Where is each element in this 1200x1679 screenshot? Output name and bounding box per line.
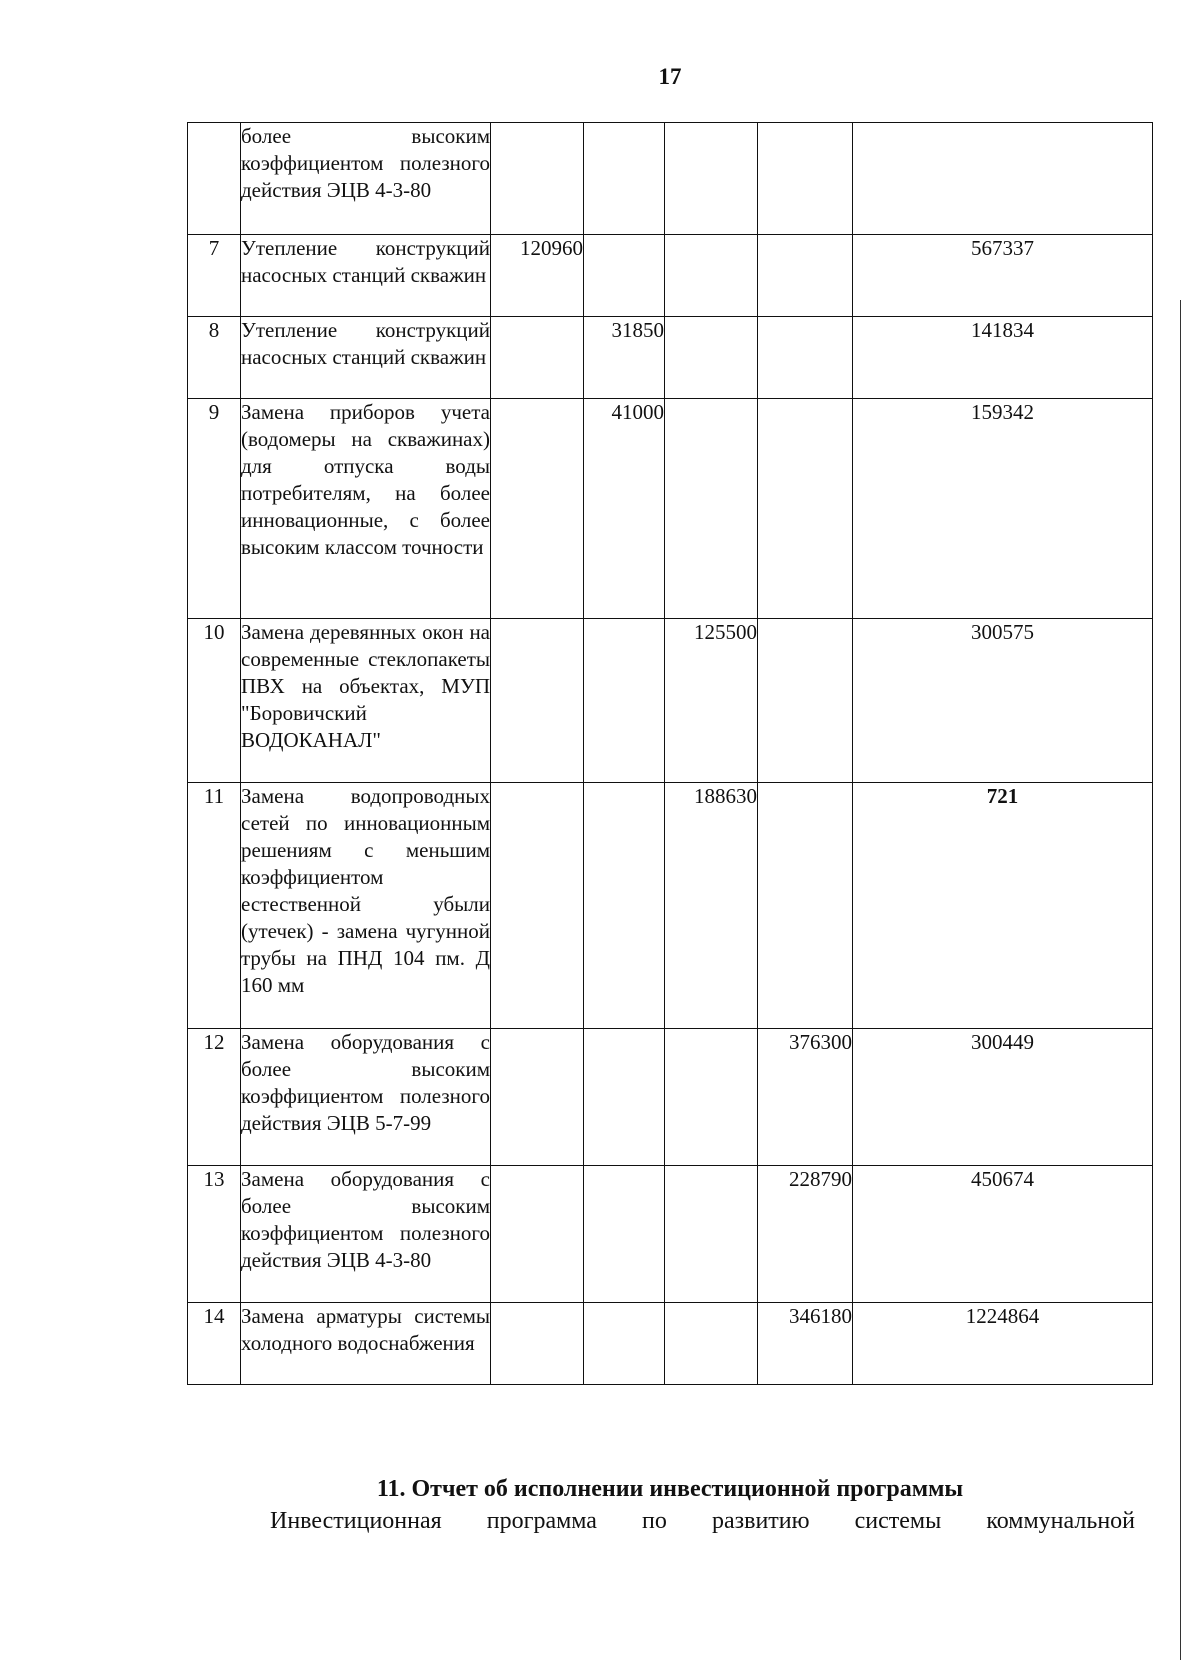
row-value-cell-2 [584, 1029, 665, 1166]
table-row [188, 1166, 1153, 1303]
row-value-cell-1 [491, 783, 584, 1029]
table-row [188, 1303, 1153, 1385]
row-value-cell-3 [665, 123, 758, 235]
row-value-cell-5: 300449 [853, 1029, 1153, 1166]
row-value-cell-3 [665, 399, 758, 619]
section-heading: 11. Отчет об исполнении инвестиционной программы [376, 1476, 964, 1502]
row-value-cell-5: 159342 [853, 399, 1153, 619]
row-value-cell-4: 346180 [758, 1303, 853, 1385]
row-value-cell-1: 120960 [491, 235, 584, 317]
row-description-cell: более высоким коэффициентом полезного действия ЭЦВ 4-3-80 [241, 123, 491, 235]
row-value-cell-5: 1224864 [853, 1303, 1153, 1385]
row-description-cell: Замена арматуры системы холодного водоснабжения [241, 1303, 491, 1385]
row-value-cell-1 [491, 1303, 584, 1385]
row-value-cell-4: 228790 [758, 1166, 853, 1303]
row-value-cell-1 [491, 399, 584, 619]
row-description-cell: Замена оборудования с более высоким коэффициентом полезного действия ЭЦВ 4-3-80 [241, 1166, 491, 1303]
row-value-cell-2 [584, 1303, 665, 1385]
row-value-cell-5: 450674 [853, 1166, 1153, 1303]
row-value-cell-4 [758, 399, 853, 619]
row-value-cell-3: 125500 [665, 619, 758, 783]
row-value-cell-2: 41000 [584, 399, 665, 619]
row-value-cell-1 [491, 619, 584, 783]
table-body [188, 123, 1153, 1385]
row-value-cell-3: 188630 [665, 783, 758, 1029]
row-value-cell-3 [665, 235, 758, 317]
row-description-cell: Утепление конструкций насосных станций скважин [241, 235, 491, 317]
row-number-cell: 12 [188, 1029, 241, 1166]
row-description-cell: Замена деревянных окон на современные стеклопакеты ПВХ на объектах, МУП "Боровичский ВОДОКАНАЛ" [241, 619, 491, 783]
row-value-cell-3 [665, 1029, 758, 1166]
row-number-cell: 11 [188, 783, 241, 1029]
row-value-cell-4 [758, 235, 853, 317]
row-value-cell-1 [491, 1029, 584, 1166]
row-value-cell-2 [584, 619, 665, 783]
row-value-cell-4: 376300 [758, 1029, 853, 1166]
row-number-cell: 8 [188, 317, 241, 399]
row-number-cell: 13 [188, 1166, 241, 1303]
table-row [188, 235, 1153, 317]
row-value-cell-4 [758, 317, 853, 399]
table-row [188, 399, 1153, 619]
row-description-cell: Замена приборов учета (водомеры на скважинах) для отпуска воды потребителям, на более инновационные, с более высоким классом точности [241, 399, 491, 619]
row-value-cell-1 [491, 123, 584, 235]
row-value-cell-4 [758, 123, 853, 235]
table-row [188, 1029, 1153, 1166]
row-value-cell-3 [665, 317, 758, 399]
row-number-cell: 10 [188, 619, 241, 783]
row-value-cell-2 [584, 235, 665, 317]
row-value-cell-2 [584, 1166, 665, 1303]
row-value-cell-5: 300575 [853, 619, 1153, 783]
row-value-cell-2 [584, 783, 665, 1029]
row-value-cell-5 [853, 123, 1153, 235]
body-paragraph: Инвестиционная программа по развитию системы коммунальной [270, 1508, 1135, 1534]
row-value-cell-1 [491, 1166, 584, 1303]
row-value-cell-3 [665, 1166, 758, 1303]
row-value-cell-5: 141834 [853, 317, 1153, 399]
table-row [188, 317, 1153, 399]
row-number-cell: 14 [188, 1303, 241, 1385]
page-number: 17 [658, 64, 682, 89]
row-description-cell: Замена оборудования с более высоким коэффициентом полезного действия ЭЦВ 5-7-99 [241, 1029, 491, 1166]
row-value-cell-1 [491, 317, 584, 399]
table-row [188, 123, 1153, 235]
scan-margin-line [1180, 300, 1181, 1660]
row-description-cell: Утепление конструкций насосных станций скважин [241, 317, 491, 399]
table-row [188, 783, 1153, 1029]
row-number-cell: 9 [188, 399, 241, 619]
row-description-cell: Замена водопроводных сетей по инновационным решениям с меньшим коэффициентом естественной убыли (утечек) - замена чугунной трубы на ПНД 104 пм. Д 160 мм [241, 783, 491, 1029]
row-value-cell-2 [584, 123, 665, 235]
row-value-cell-4 [758, 619, 853, 783]
table-row [188, 619, 1153, 783]
row-value-cell-5: 567337 [853, 235, 1153, 317]
row-number-cell: 7 [188, 235, 241, 317]
investment-table [187, 122, 1153, 1385]
row-value-cell-5: 721 [853, 783, 1153, 1029]
row-value-cell-4 [758, 783, 853, 1029]
row-number-cell [188, 123, 241, 235]
row-value-cell-2: 31850 [584, 317, 665, 399]
row-value-cell-3 [665, 1303, 758, 1385]
